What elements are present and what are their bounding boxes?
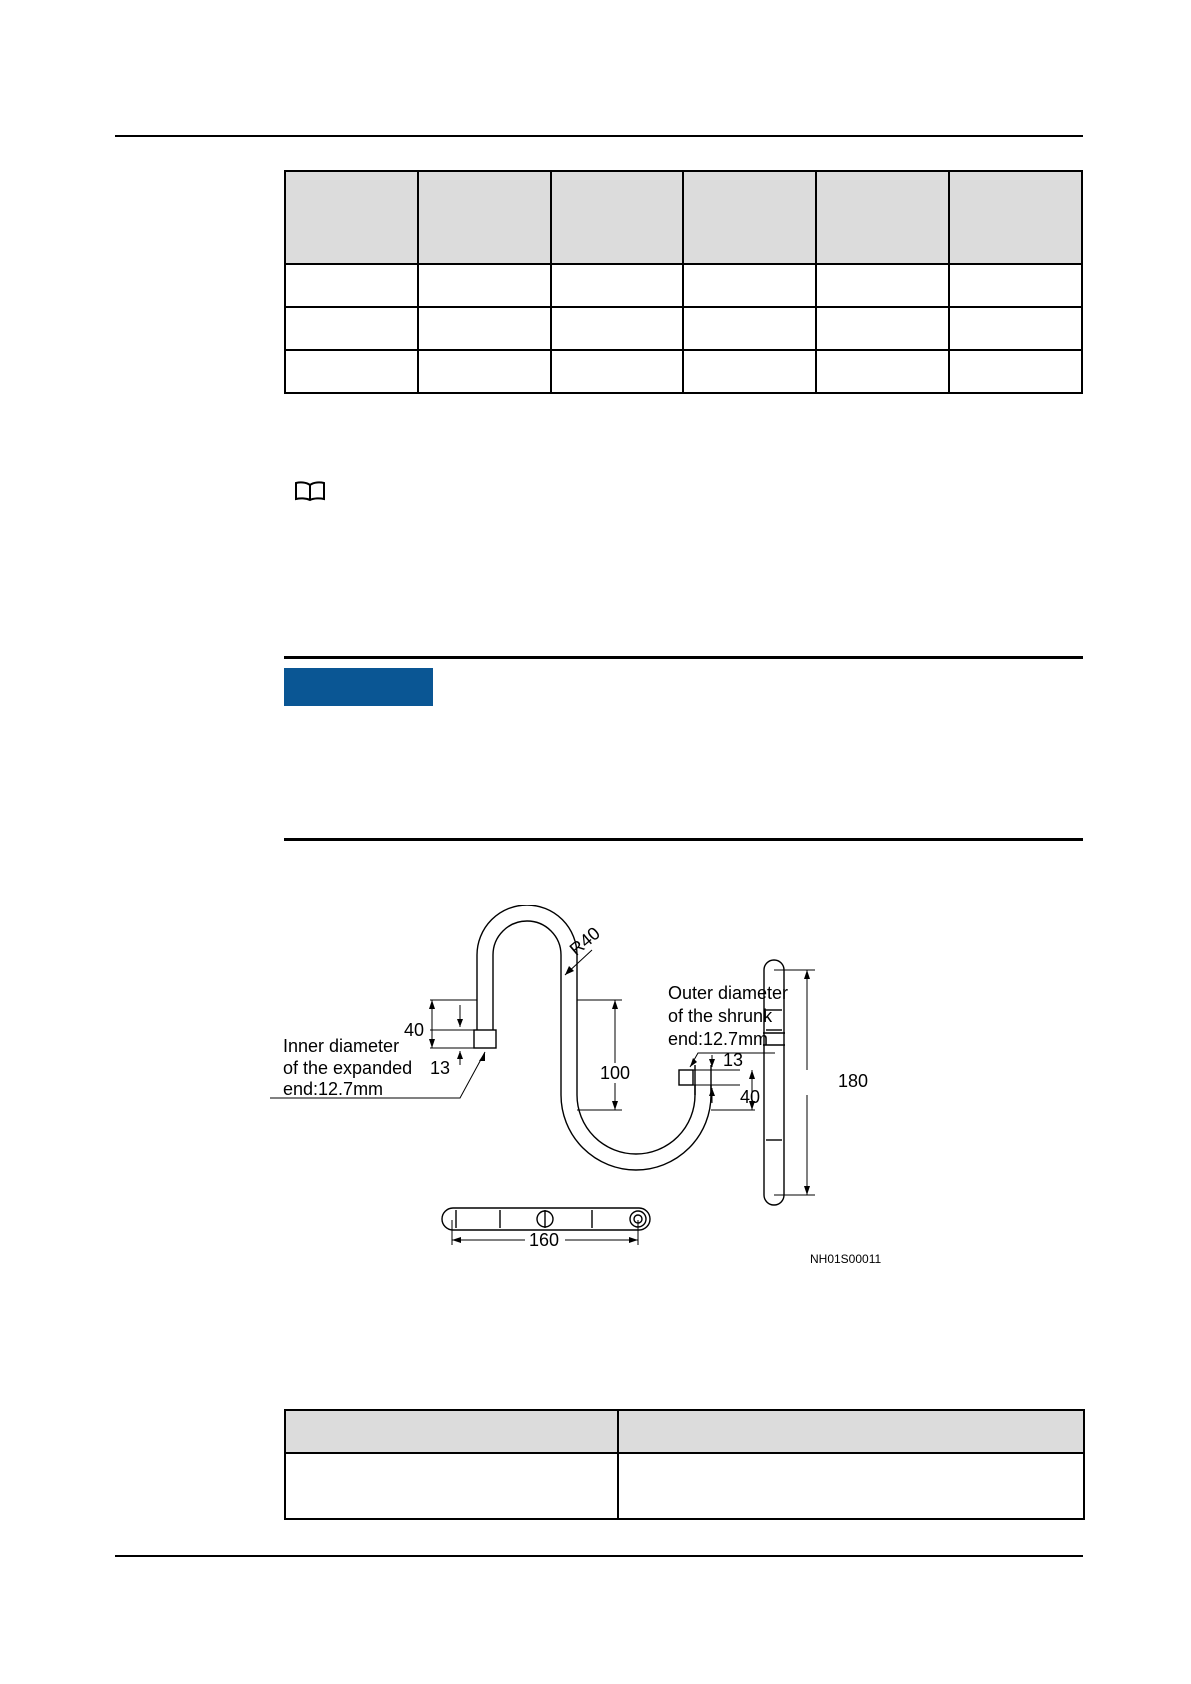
- inner-diameter-line3: end:12.7mm: [283, 1079, 384, 1099]
- table-cell: [285, 350, 418, 393]
- header-cell: [618, 1410, 1084, 1453]
- table-cell: [816, 350, 949, 393]
- table-cell: [285, 307, 418, 350]
- label-right-40: 40: [740, 1087, 761, 1107]
- table-cell: [683, 350, 816, 393]
- table-row: [285, 264, 1082, 307]
- label-160: 160: [529, 1230, 560, 1250]
- table-cell: [618, 1453, 1084, 1519]
- table-cell: [683, 307, 816, 350]
- bottom-table: [284, 1409, 1085, 1520]
- label-r40: R40: [565, 923, 604, 960]
- inner-diameter-line2: of the expanded: [283, 1058, 413, 1078]
- table-cell: [418, 264, 551, 307]
- outer-diameter-line1: Outer diameter: [668, 983, 789, 1003]
- header-cell: [683, 171, 816, 264]
- label-left-40: 40: [404, 1020, 425, 1040]
- label-180: 180: [838, 1071, 869, 1091]
- label-right-13: 13: [723, 1050, 744, 1070]
- table-cell: [949, 264, 1082, 307]
- header-cell: [551, 171, 684, 264]
- notice-badge: [284, 668, 433, 706]
- inner-diameter-line1: Inner diameter: [283, 1036, 400, 1056]
- table-row: [285, 350, 1082, 393]
- book-icon: [294, 480, 326, 502]
- table-cell: [816, 307, 949, 350]
- outer-diameter-line2: of the shrunk: [668, 1006, 773, 1026]
- header-cell: [816, 171, 949, 264]
- table-cell: [949, 307, 1082, 350]
- header-cell: [285, 171, 418, 264]
- table-cell: [551, 307, 684, 350]
- table-cell: [285, 1453, 618, 1519]
- notice-bottom-rule: [284, 838, 1083, 841]
- notice-top-rule: [284, 656, 1083, 659]
- outer-diameter-line3: end:12.7mm: [668, 1029, 769, 1049]
- table-cell: [949, 350, 1082, 393]
- label-left-13: 13: [430, 1058, 451, 1078]
- table-cell: [816, 264, 949, 307]
- header-cell: [418, 171, 551, 264]
- header-rule: [115, 135, 1083, 137]
- table-cell: [683, 264, 816, 307]
- table-cell: [551, 264, 684, 307]
- table-cell: [285, 264, 418, 307]
- label-100: 100: [600, 1063, 631, 1083]
- table-cell: [551, 350, 684, 393]
- table-cell: [418, 307, 551, 350]
- pipe-dimension-figure: [270, 905, 910, 1275]
- table-cell: [418, 350, 551, 393]
- table-row: [285, 307, 1082, 350]
- figure-id: NH01S00011: [810, 1252, 882, 1266]
- footer-rule: [115, 1555, 1083, 1557]
- table-row: [285, 1453, 1084, 1519]
- specs-table: [284, 170, 1083, 394]
- table-header-row: [285, 1410, 1084, 1453]
- header-cell: [949, 171, 1082, 264]
- header-cell: [285, 1410, 618, 1453]
- table-header-row: [285, 171, 1082, 264]
